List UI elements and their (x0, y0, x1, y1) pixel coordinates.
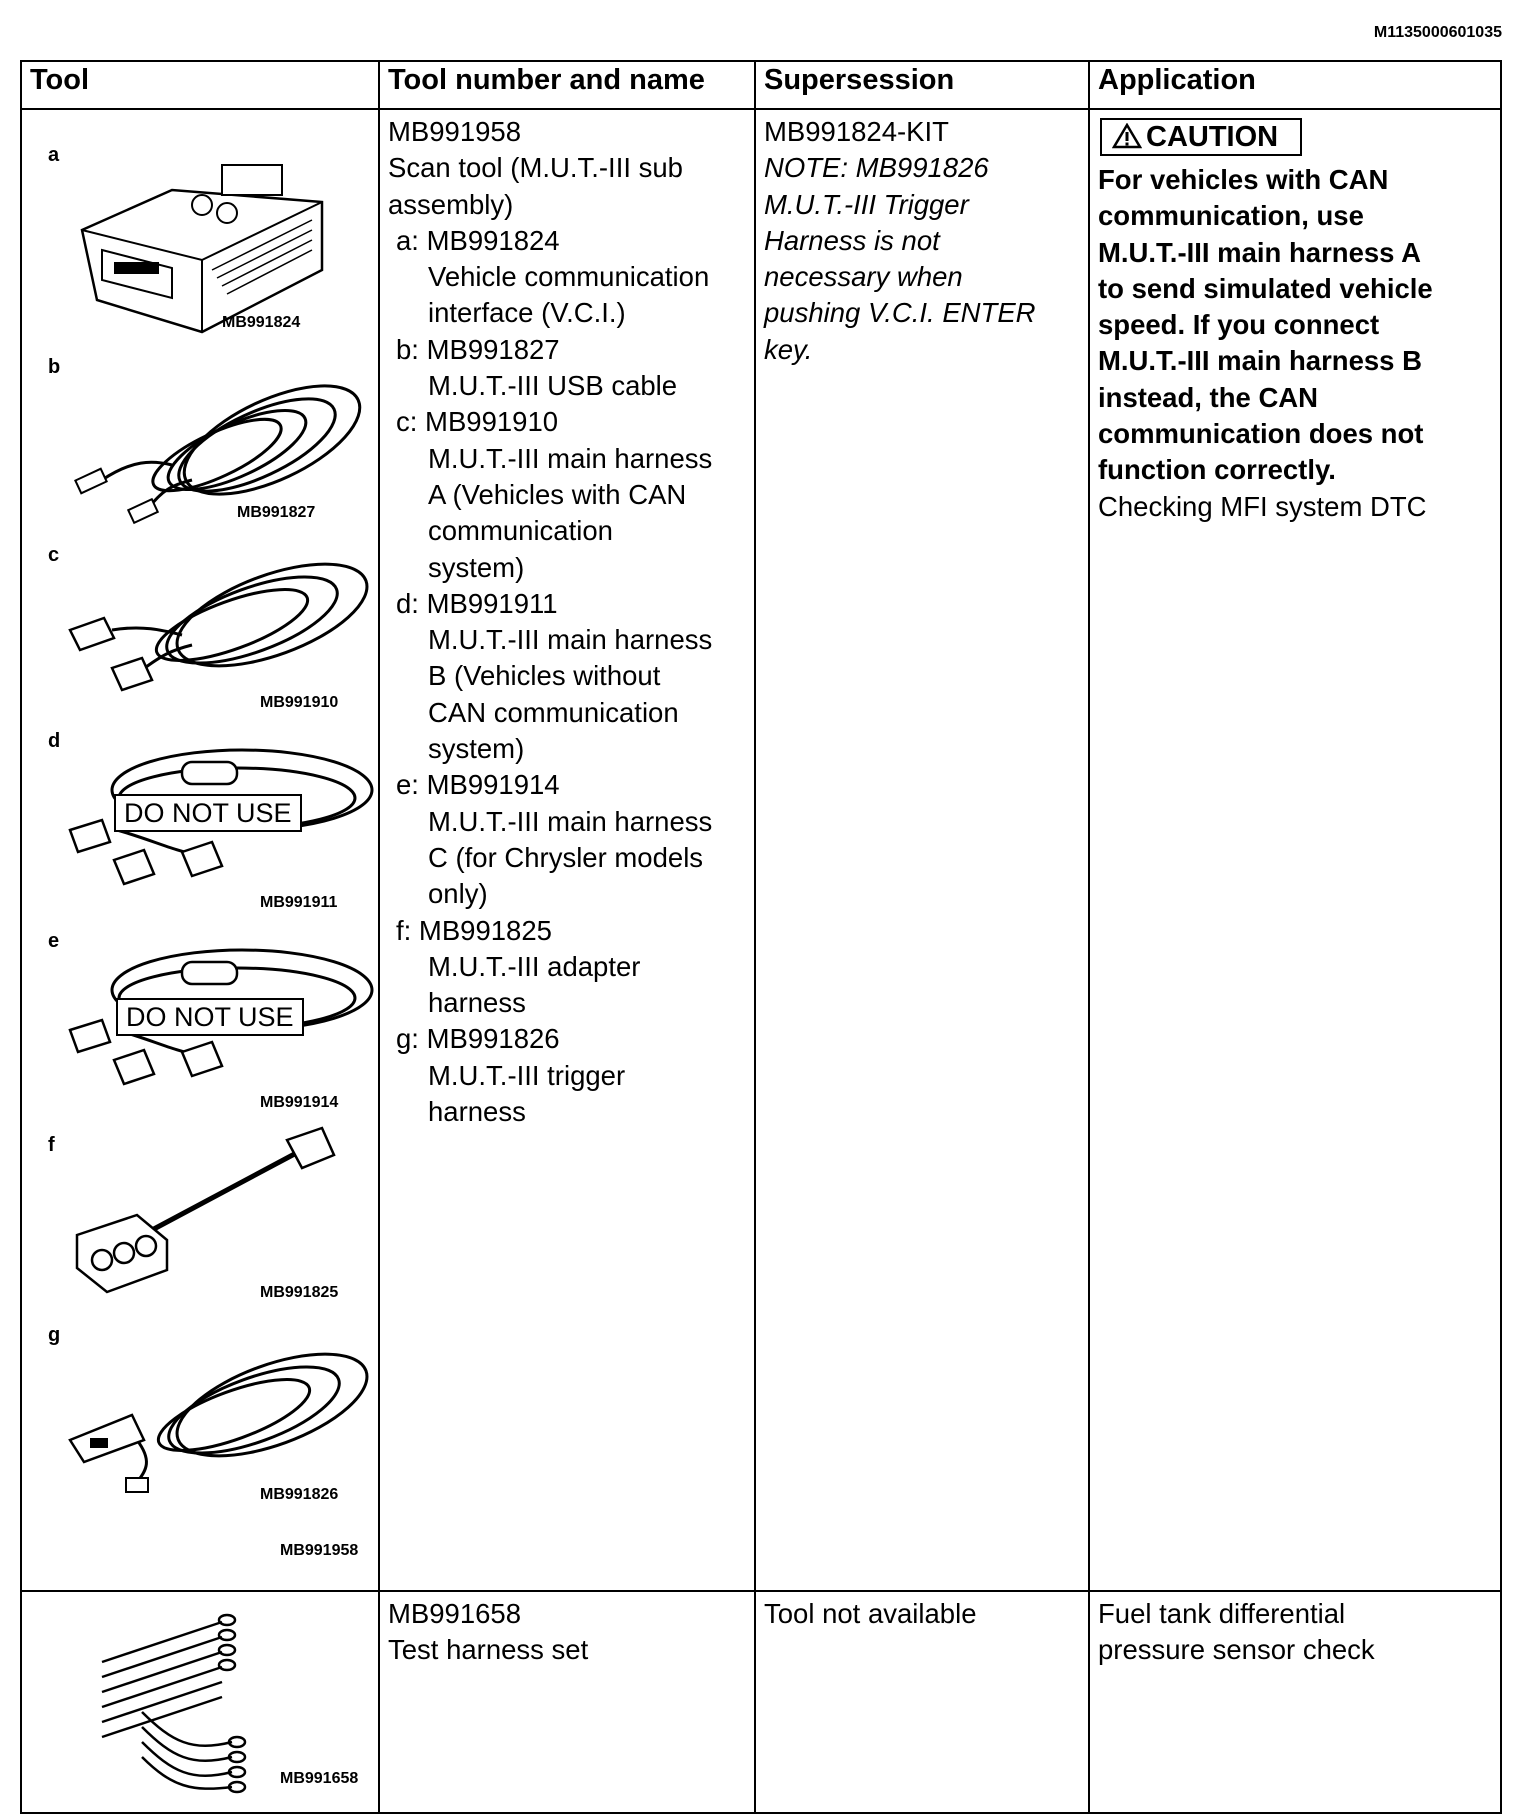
caution-line: function correctly. (1098, 454, 1336, 486)
item-desc: B (Vehicles without (428, 660, 661, 692)
caution-line: communication, use (1098, 200, 1364, 232)
item-desc: system) (428, 551, 525, 583)
tool-number: MB991658 (388, 1598, 522, 1629)
item-label: c: MB991910 (396, 406, 559, 438)
adapter-harness-icon (22, 1120, 380, 1310)
picture-letter: b (48, 356, 61, 378)
item-label: g: MB991826 (396, 1023, 560, 1055)
item-desc: M.U.T.-III main harness (428, 805, 713, 837)
item-desc: harness (428, 1096, 526, 1128)
tool-illustrations (21, 1591, 379, 1813)
picture-code: MB991914 (260, 1094, 339, 1111)
picture-code: MB991826 (260, 1486, 339, 1503)
tool-picture-a (22, 110, 380, 340)
document-id: M1135000601035 (1373, 24, 1502, 41)
item-label: a: MB991824 (396, 224, 560, 256)
header-tool-number: Tool number and name (379, 61, 755, 109)
item-desc: M.U.T.-III main harness (428, 624, 713, 656)
item-desc: interface (V.C.I.) (428, 297, 626, 329)
tool-name-line: assembly) (388, 188, 514, 220)
item-desc: M.U.T.-III adapter (428, 950, 641, 982)
trigger-harness-icon (22, 1310, 380, 1510)
item-desc: system) (428, 733, 525, 765)
tool-name: Test harness set (388, 1634, 589, 1666)
tool-number-cell (379, 1591, 755, 1813)
tool-picture-f (22, 1120, 380, 1310)
supersession-value: Tool not available (764, 1598, 977, 1629)
picture-code: MB991911 (260, 894, 338, 911)
picture-code: MB991825 (260, 1284, 339, 1301)
tool-picture-g (22, 1310, 380, 1510)
item-label: d: MB991911 (396, 587, 558, 619)
main-harness-a-icon (22, 530, 380, 720)
item-label: b: MB991827 (396, 333, 560, 365)
note-line: Harness is not (764, 224, 940, 256)
do-not-use-stamp: DO NOT USE (116, 998, 304, 1036)
application-cell (1089, 1591, 1501, 1813)
application-cell (1089, 109, 1501, 1591)
picture-letter: e (48, 930, 60, 952)
picture-letter: f (48, 1134, 55, 1156)
tool-number-cell (379, 109, 755, 1591)
application-text: Checking MFI system DTC (1098, 490, 1427, 522)
picture-code: MB991910 (260, 694, 339, 711)
header-tool: Tool (21, 61, 379, 109)
item-desc: communication (428, 515, 613, 547)
caution-line: instead, the CAN (1098, 381, 1319, 413)
tool-picture-c (22, 530, 380, 720)
vci-device-icon (22, 110, 380, 340)
application-line: Fuel tank differential (1098, 1598, 1346, 1629)
picture-code: MB991827 (237, 504, 316, 521)
item-desc: CAN communication (428, 696, 679, 728)
caution-line: M.U.T.-III main harness B (1098, 345, 1422, 377)
tool-illustrations (21, 109, 379, 1591)
caution-box (1100, 118, 1302, 156)
table-row (21, 1591, 1501, 1813)
tool-picture-e (22, 920, 380, 1120)
caution-line: M.U.T.-III main harness A (1098, 236, 1421, 268)
tool-name-line: Scan tool (M.U.T.-III sub (388, 152, 683, 184)
item-label: f: MB991825 (396, 914, 552, 946)
supersession-cell (755, 1591, 1089, 1813)
note-line: key. (764, 333, 813, 365)
item-desc: harness (428, 987, 526, 1019)
note-line: NOTE: MB991826 (764, 152, 989, 184)
set-code: MB991958 (280, 1542, 359, 1559)
warning-triangle-icon (1112, 123, 1142, 149)
note-line: pushing V.C.I. ENTER (764, 297, 1036, 329)
picture-letter: d (48, 730, 61, 752)
item-desc: M.U.T.-III main harness (428, 442, 713, 474)
item-desc: A (Vehicles with CAN (428, 478, 687, 510)
item-desc: Vehicle communication (428, 261, 710, 293)
picture-code: MB991658 (280, 1770, 359, 1787)
caution-label: CAUTION (1146, 121, 1279, 153)
header-application: Application (1089, 61, 1501, 109)
header-row (21, 61, 1501, 109)
picture-letter: a (48, 144, 60, 166)
note-line: necessary when (764, 261, 963, 293)
item-desc: C (for Chrysler models (428, 841, 704, 873)
note-line: M.U.T.-III Trigger (764, 188, 969, 220)
caution-line: communication does not (1098, 418, 1424, 450)
picture-letter: g (48, 1324, 61, 1346)
supersession-value: MB991824-KIT (764, 116, 949, 147)
item-desc: only) (428, 878, 488, 910)
table-row (21, 109, 1501, 1591)
picture-code: MB991824 (222, 314, 301, 331)
tool-number: MB991958 (388, 116, 522, 147)
picture-letter: c (48, 544, 60, 566)
item-desc: M.U.T.-III trigger (428, 1059, 626, 1091)
caution-line: speed. If you connect (1098, 309, 1380, 341)
caution-line: to send simulated vehicle (1098, 272, 1433, 304)
special-tools-table (20, 60, 1502, 1814)
do-not-use-stamp: DO NOT USE (114, 794, 302, 832)
tool-picture-b (22, 340, 380, 530)
caution-line: For vehicles with CAN (1098, 164, 1389, 195)
application-line: pressure sensor check (1098, 1634, 1375, 1666)
tool-picture-d (22, 720, 380, 920)
supersession-cell (755, 109, 1089, 1591)
item-desc: M.U.T.-III USB cable (428, 370, 678, 402)
header-supersession: Supersession (755, 61, 1089, 109)
item-label: e: MB991914 (396, 769, 560, 801)
usb-cable-icon (22, 340, 380, 530)
